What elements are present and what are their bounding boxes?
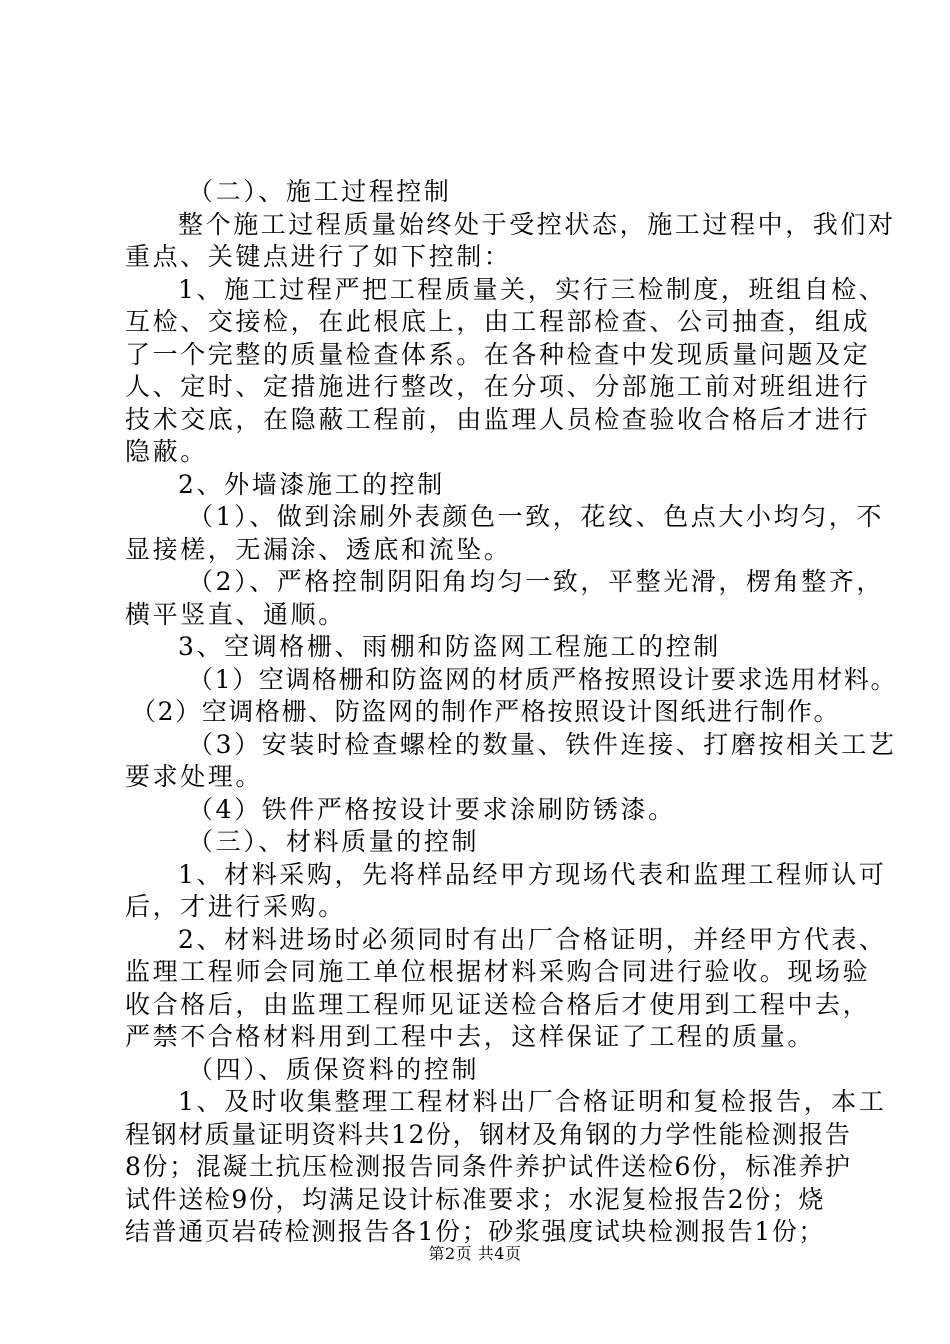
paragraph-line: 严禁不合格材料用到工程中去，这样保证了工程的质量。 (125, 1022, 816, 1051)
paragraph-line: 1、材料采购，先将样品经甲方现场代表和监理工程师认可 (178, 860, 887, 889)
paragraph-line: （2）、严格控制阴阳角均匀一致，平整光滑，楞角整齐， (188, 567, 885, 596)
subsection-heading-exterior-paint: 2、外墙漆施工的控制 (178, 470, 445, 499)
paragraph-line: （1）空调格栅和防盗网的材质严格按照设计要求选用材料。 (188, 665, 898, 694)
paragraph-line: 1、施工过程严把工程质量关，实行三检制度，班组自检、 (178, 275, 887, 304)
paragraph-line: 隐蔽。 (125, 437, 208, 466)
page-number-footer: 第2页 共4页 (428, 1244, 522, 1263)
paragraph-line: 试件送检9份，均满足设计标准要求；水泥复检报告2份；烧 (125, 1185, 826, 1214)
paragraph-line: 要求处理。 (125, 762, 264, 791)
paragraph-line: 监理工程师会同施工单位根据材料采购合同进行验收。现场验 (125, 957, 871, 986)
subsection-heading-air-conditioning-grille: 3、空调格栅、雨棚和防盗网工程施工的控制 (178, 632, 721, 661)
paragraph-line: 后，才进行采购。 (125, 892, 346, 921)
paragraph-line: （2）空调格栅、防盗网的制作严格按照设计图纸进行制作。 (131, 697, 841, 726)
paragraph-line: 8份；混凝土抗压检测报告同条件养护试件送检6份，标准养护 (125, 1152, 852, 1181)
paragraph-line: 横平竖直、通顺。 (125, 600, 346, 629)
paragraph-line: 人、定时、定措施进行整改，在分项、分部施工前对班组进行 (125, 372, 871, 401)
section-heading-quality-documents: （四）、质保资料的控制 (188, 1055, 480, 1084)
paragraph-line: 互检、交接检，在此根底上，由工程部检查、公司抽查，组成 (125, 307, 871, 336)
paragraph-line: 显接槎，无漏涂、透底和流坠。 (125, 535, 512, 564)
paragraph-line: 了一个完整的质量检查体系。在各种检查中发现质量问题及定 (125, 340, 871, 369)
paragraph-line: 结普通页岩砖检测报告各1份；砂浆强度试块检测报告1份； (125, 1217, 826, 1246)
paragraph-line: 1、及时收集整理工程材料出厂合格证明和复检报告，本工 (178, 1087, 887, 1116)
paragraph-line: （1）、做到涂刷外表颜色一致，花纹、色点大小均匀，不 (188, 502, 885, 531)
paragraph-line: 重点、关键点进行了如下控制： (125, 242, 512, 271)
paragraph-line: 程钢材质量证明资料共12份，钢材及角钢的力学性能检测报告 (125, 1120, 852, 1149)
paragraph-line: 整个施工过程质量始终处于受控状态，施工过程中，我们对 (178, 210, 896, 239)
section-heading-construction-process: （二）、施工过程控制 (188, 177, 452, 206)
paragraph-line: （4）铁件严格按设计要求涂刷防锈漆。 (188, 795, 676, 824)
paragraph-line: 技术交底，在隐蔽工程前，由监理人员检查验收合格后才进行 (125, 405, 871, 434)
paragraph-line: 2、材料进场时必须同时有出厂合格证明，并经甲方代表、 (178, 925, 887, 954)
paragraph-line: 收合格后，由监理工程师见证送检合格后才使用到工程中去， (125, 990, 871, 1019)
paragraph-line: （3）安装时检查螺栓的数量、铁件连接、打磨按相关工艺 (188, 730, 897, 759)
section-heading-material-quality: （三）、材料质量的控制 (188, 827, 480, 856)
